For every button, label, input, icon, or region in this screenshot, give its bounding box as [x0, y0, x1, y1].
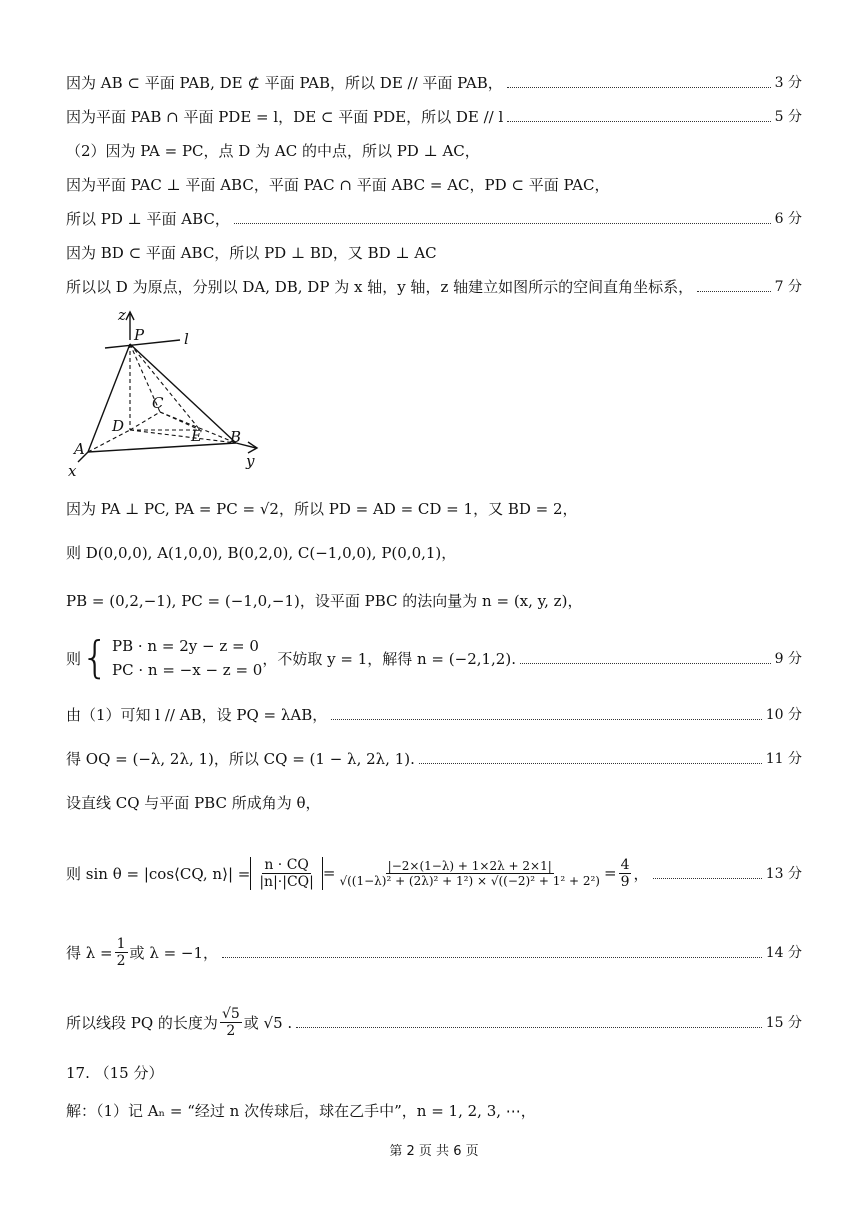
question-17-heading: 17. （15 分） [66, 1064, 164, 1082]
edge-PE [130, 344, 200, 430]
left-brace: { [81, 632, 110, 683]
length-den: 2 [226, 1022, 236, 1039]
label-E: E [191, 427, 202, 445]
dot-leader [419, 763, 762, 764]
label-B: B [230, 428, 242, 446]
after-fig-line-3: PB = (0,2,−1), PC = (−1,0,−1)，设平面 PBC 的法向量为 n = (x, y, z)， [66, 592, 583, 610]
score-points: 6 分 [774, 211, 802, 227]
line-text: 因为平面 PAC ⊥ 平面 ABC，平面 PAC ∩ 平面 ABC = AC，PD ⊂ 平面 PAC， [66, 175, 610, 194]
after-fig-line-1: 因为 PA ⊥ PC, PA = PC = √2，所以 PD = AD = CD = 1，又 BD = 2， [66, 500, 578, 518]
system-row-2: PC · n = −x − z = 0 [112, 661, 263, 679]
line-text: （2）因为 PA = PC，点 D 为 AC 的中点，所以 PD ⊥ AC， [66, 141, 480, 160]
solution-line-3 [66, 138, 802, 162]
solution-line-1 [66, 70, 802, 94]
solution-line-10 [66, 702, 802, 726]
dot-leader [507, 121, 770, 122]
solution-line-11 [66, 746, 802, 770]
system-row-1: PB · n = 2y − z = 0 [112, 637, 259, 655]
system-suffix: ，不妨取 y = 1，解得 n = (−2,1,2). [262, 649, 516, 668]
label-l: l [184, 330, 189, 348]
length-line [66, 1000, 802, 1044]
solution-line-7 [66, 274, 802, 298]
lambda-pre: 得 λ = [66, 943, 113, 962]
dot-leader [222, 957, 762, 958]
label-z: z [118, 306, 126, 324]
solution-line-2 [66, 104, 802, 128]
page-footer: 第 2 页 共 6 页 [389, 1144, 479, 1159]
system-prefix: 则 [66, 649, 82, 668]
solution-line-5 [66, 206, 802, 230]
lambda-fraction [115, 936, 128, 969]
score-points: 9 分 [774, 651, 802, 667]
label-x: x [68, 462, 77, 480]
sin-theta-line [66, 848, 802, 898]
dot-leader [296, 1027, 762, 1028]
score-points: 11 分 [765, 751, 802, 767]
fraction-1-num: n · CQ [264, 856, 309, 873]
line-text: 因为平面 PAB ∩ 平面 PDE = l，DE ⊂ 平面 PDE，所以 DE // l [66, 107, 504, 126]
dot-leader [697, 291, 771, 292]
solution-17-start: 解：（1）记 Aₙ = “经过 n 次传球后，球在乙手中”，n = 1, 2, 3, ⋯， [66, 1102, 536, 1120]
length-fraction [220, 1006, 242, 1039]
result-den: 9 [620, 873, 630, 890]
fraction-2-den: √((1−λ)² + (2λ)² + 1²) × √((−2)² + 1² + 2²) [339, 873, 600, 888]
edge-PA [88, 344, 130, 452]
lambda-post: 或 λ = −1， [129, 943, 219, 962]
equals-2: = [603, 864, 617, 882]
equation-system [81, 632, 263, 683]
line-text: 所以以 D 为原点，分别以 DA, DB, DP 为 x 轴，y 轴，z 轴建立如图所示的空间直角坐标系， [66, 277, 694, 296]
geometry-figure [60, 300, 280, 485]
label-A: A [74, 440, 85, 458]
tail: ， [633, 864, 649, 883]
result-num: 4 [620, 856, 630, 873]
solution-line-4 [66, 172, 802, 196]
fraction-2 [337, 859, 602, 888]
fraction-1 [257, 857, 316, 890]
lambda-line [66, 930, 802, 974]
equals: = [322, 864, 336, 882]
solution-line-6 [66, 240, 802, 264]
abs-fraction [250, 857, 323, 890]
line-text: 得 OQ = (−λ, 2λ, 1)，所以 CQ = (1 − λ, 2λ, 1). [66, 749, 415, 768]
edge-AB [88, 443, 236, 452]
edge-DC [130, 412, 160, 430]
lambda-den: 2 [116, 952, 126, 969]
dot-leader [507, 87, 771, 88]
line-text: 因为 BD ⊂ 平面 ABC，所以 PD ⊥ BD，又 BD ⊥ AC [66, 243, 437, 262]
length-num: √5 [221, 1005, 240, 1022]
dot-leader [234, 223, 771, 224]
after-fig-line-2: 则 D(0,0,0), A(1,0,0), B(0,2,0), C(−1,0,0), P(0,0,1)， [66, 544, 457, 562]
label-y: y [246, 452, 255, 470]
fraction-2-num: |−2×(1−λ) + 1×2λ + 2×1| [387, 858, 552, 873]
line-text: 所以 PD ⊥ 平面 ABC， [66, 209, 230, 228]
sin-lhs: 则 sin θ = |cos⟨CQ, n⟩| = [66, 864, 251, 883]
dot-leader [653, 878, 762, 879]
score-points: 5 分 [774, 109, 802, 125]
line-text: 因为 AB ⊂ 平面 PAB, DE ⊄ 平面 PAB，所以 DE // 平面 PAB， [66, 73, 503, 92]
label-P: P [134, 326, 145, 344]
score-points: 7 分 [774, 279, 802, 295]
system-line [66, 632, 802, 683]
score-points: 15 分 [765, 1015, 802, 1031]
dot-leader [520, 663, 771, 664]
score-points: 3 分 [774, 75, 802, 91]
dot-leader [331, 719, 762, 720]
label-D: D [112, 417, 125, 435]
edge-PB [130, 344, 236, 443]
label-C: C [152, 394, 164, 412]
length-post: 或 √5 . [243, 1013, 293, 1032]
line-text: 由（1）可知 l // AB，设 PQ = λAB， [66, 705, 328, 724]
score-points: 14 分 [765, 945, 802, 961]
length-pre: 所以线段 PQ 的长度为 [66, 1013, 218, 1032]
solution-line-12: 设直线 CQ 与平面 PBC 所成角为 θ， [66, 794, 321, 812]
score-points: 10 分 [765, 707, 802, 723]
lambda-num: 1 [116, 935, 126, 952]
score-points: 13 分 [765, 866, 802, 882]
result-fraction [619, 857, 632, 890]
fraction-1-den: |n|·|CQ| [259, 873, 314, 890]
